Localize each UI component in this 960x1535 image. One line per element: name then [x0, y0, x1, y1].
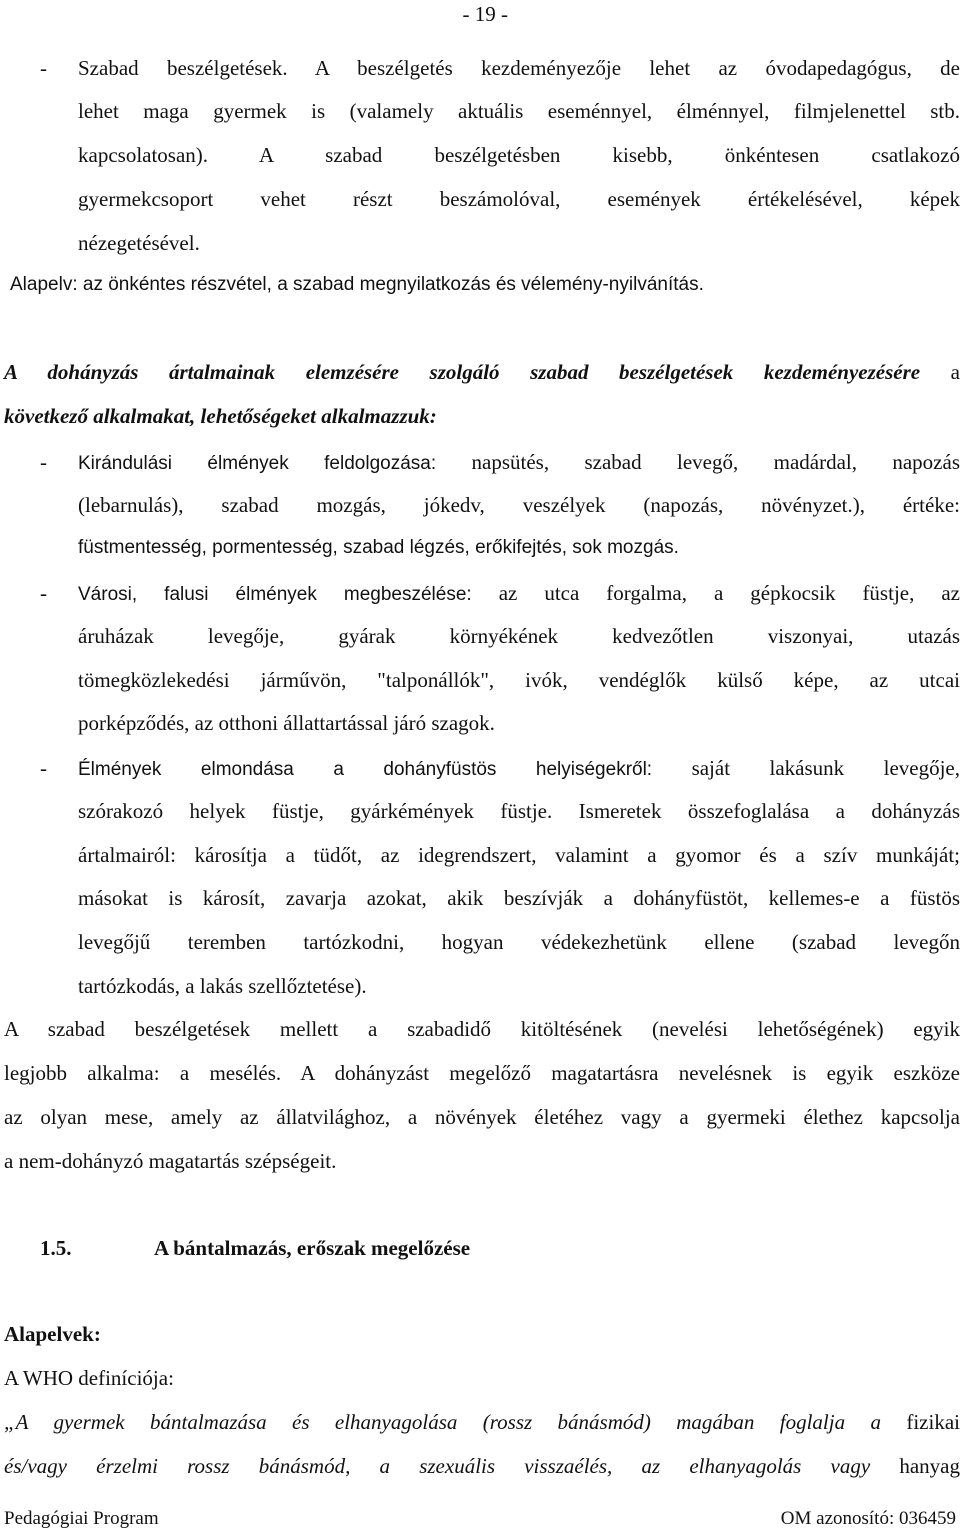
text-line: szórakozó helyek füstje, gyárkémények füstje. Ismeretek összefoglalása a dohányzás [78, 799, 960, 823]
item-lead: Városi, falusi élmények megbeszélése: [78, 584, 472, 605]
text-line: nézegetésével. [78, 231, 200, 255]
text-line: A szabad beszélgetések mellett a szabadidő kitöltésének (nevelési lehetőségének) egyik [4, 1017, 960, 1041]
text-line: füstmentesség, pormentesség, szabad légzés, erőkifejtés, sok mozgás. [78, 537, 679, 558]
item-text: saját lakásunk levegője, [691, 756, 960, 780]
text-line [78, 756, 960, 781]
text-line: lehet maga gyermek is (valamely aktuális eseménnyel, élménnyel, filmjelenettel stb. [78, 99, 960, 123]
text-line: gyermekcsoport vehet részt beszámolóval, események értékelésével, képek [78, 187, 960, 211]
text-line [78, 581, 960, 606]
list-dash: - [40, 581, 47, 605]
text-line: levegőjű teremben tartózkodni, hogyan védekezhetünk ellene (szabad levegőn [78, 930, 960, 954]
section-intro-tail: a [920, 360, 960, 384]
principles-label: Alapelvek: [4, 1322, 101, 1346]
text-line: áruházak levegője, gyárak környékének kedvezőtlen viszonyai, utazás [78, 624, 960, 648]
item-lead: Kirándulási élmények feldolgozása: [78, 453, 437, 474]
list-dash: - [40, 756, 47, 780]
item-text: az utca forgalma, a gépkocsik füstje, az [498, 581, 960, 605]
footer-left: Pedagógiai Program [4, 1508, 159, 1529]
section-intro-line-1 [4, 360, 960, 385]
text-line: porképződés, az otthoni állattartással járó szagok. [78, 711, 495, 735]
text-line: (lebarnulás), szabad mozgás, jókedv, veszélyek (napozás, növényzet.), értéke: [78, 493, 960, 517]
text-line: másokat is károsít, zavarja azokat, akik beszívják a dohányfüstöt, kellemes-e a füstös [78, 886, 960, 910]
item-lead: Élmények elmondása a dohányfüstös helyiségekről: [78, 759, 653, 780]
text-line: az olyan mese, amely az állatvilághoz, a növények életéhez vagy a gyermeki élethez kapcsolja [4, 1105, 960, 1129]
section-intro-italic: A dohányzás ártalmainak elemzésére szolgáló szabad beszélgetések kezdeményezésére [4, 360, 921, 384]
who-label: A WHO definíciója: [4, 1366, 174, 1390]
section-number: 1.5. [40, 1236, 72, 1260]
quote-tail: hanyag [870, 1454, 960, 1478]
text-line: tartózkodás, a lakás szellőztetése). [78, 974, 367, 998]
text-line: legjobb alkalma: a mesélés. A dohányzást megelőző magatartásra nevelésnek is egyik eszköze [4, 1061, 960, 1085]
footer-right: OM azonosító: 036459 [780, 1508, 956, 1529]
item-text: napsütés, szabad levegő, madárdal, napozás [471, 450, 960, 474]
text-line: Szabad beszélgetések. A beszélgetés kezdeményezője lehet az óvodapedagógus, de [78, 56, 960, 80]
section-title: A bántalmazás, erőszak megelőzése [154, 1236, 471, 1260]
text-line [78, 450, 960, 475]
quote-line [4, 1454, 960, 1479]
quote-tail: fizikai [880, 1410, 960, 1434]
text-line: kapcsolatosan). A szabad beszélgetésben kisebb, önkéntesen csatlakozó [78, 143, 960, 167]
text-line: tömegközlekedési járművön, "talponállók", ivók, vendéglők külső képe, az utcai [78, 668, 960, 692]
quote-italic: „A gyermek bántalmazása és elhanyagolása (rossz bánásmód) magában foglalja a [4, 1410, 881, 1434]
list-dash: - [40, 450, 47, 474]
list-dash: - [40, 56, 47, 80]
quote-line [4, 1410, 960, 1435]
text-line: a nem-dohányzó magatartás szépségeit. [4, 1149, 337, 1173]
text-line: ártalmairól: károsítja a tüdőt, az idegrendszert, valamint a gyomor és a szív munkáját; [78, 843, 960, 867]
quote-italic: és/vagy érzelmi rossz bánásmód, a szexuális visszaélés, az elhanyagolás vagy [4, 1454, 871, 1478]
page-number: - 19 - [462, 2, 508, 26]
principle-line: Alapelv: az önkéntes részvétel, a szabad megnyilatkozás és vélemény-nyilvánítás. [10, 274, 704, 295]
section-intro-line-2: következő alkalmakat, lehetőségeket alkalmazzuk: [4, 404, 437, 428]
